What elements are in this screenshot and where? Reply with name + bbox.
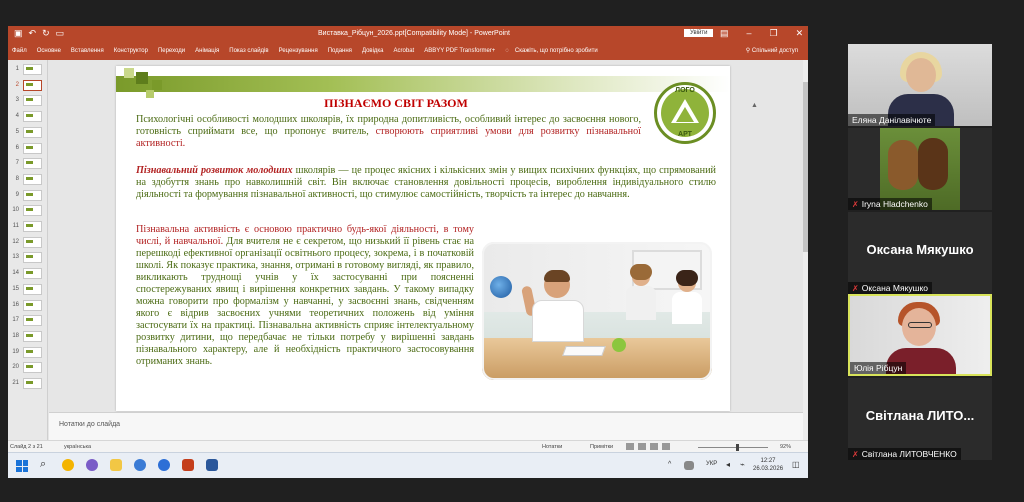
chevron-up-icon[interactable]: ^ [668,461,672,468]
zoom-slider[interactable] [698,447,768,448]
slide-preview [23,252,42,263]
volume-icon[interactable]: ◂ [726,460,731,469]
slide-thumbnail[interactable] [10,78,44,93]
participant-name-wrap [848,448,961,460]
decor-square [136,72,148,84]
slide-heading[interactable]: ПІЗНАЄМО СВІТ РАЗОМ [324,96,468,110]
participant-name: Еляна Данілавічюте [848,114,935,126]
slide-number: 21 [12,380,19,386]
mic-muted-icon: ✗ [852,450,859,459]
share-button[interactable] [746,47,798,54]
slide-preview [23,95,42,106]
tab-help[interactable]: Довідка [361,48,384,54]
decor-square [152,80,162,90]
powerpoint-window [8,26,808,478]
slide-thumbnail[interactable] [10,360,44,375]
clock[interactable] [753,457,783,473]
slide-number: 3 [15,97,19,104]
minimize-icon[interactable]: – [746,28,752,38]
notification-icon[interactable]: ◫ [792,460,800,469]
notes-placeholder: Нотатки до слайда [59,421,121,428]
maximize-icon[interactable]: ❐ [769,28,778,38]
reading-view-icon[interactable] [650,443,658,450]
participant-name: Оксана Мякушко [861,283,928,293]
undo-icon[interactable]: ↶ [28,28,37,38]
slide-number: 16 [12,301,19,308]
tell-me-input[interactable]: Скажіть, що потрібно зробити [514,48,598,54]
play-icon[interactable]: ▲ [751,102,758,109]
slide-thumbnails [8,60,48,440]
person-icon: ⚲ [745,48,752,54]
slide-number: 18 [12,332,19,339]
participant-tile-3[interactable] [848,212,992,294]
tab-acrobat[interactable]: Acrobat [393,48,415,54]
slide-canvas [49,60,803,440]
slide-number: 20 [12,364,19,371]
slide-thumbnail[interactable] [10,235,44,250]
paragraph-3[interactable]: Пізнавальна активність є основою практично будь-якої діяльності, в тому числі, й навчальної. Для вчителя не є секретом, що низький її рівень стає на перешкоді ефективної організації освітнього процесу, зокрема, і в початковій школі. Як показує практика, знання, отримані в готовому вигляді, як правило, викликають труднощі учнів у їх застосуванні при поясненні спостережуваних явищ і вирішення конкретних завдань. У такому випадку можна говорити про формалізм у навчанні, у засвоєнні знань, свідченням якого є відрив засвоєних учнями теоретичних положень від уміння застосувати їх на практиці. Пізнавальна активність сприяє інтелектуальному розвитку дитини, що передбачає не тільки потребу у вирішенні завдань пізнавального характеру, але й необхідність практичного застосовування отриманих знань. [136,224,474,367]
slide-thumbnail[interactable] [10,313,44,328]
window-title: Виставка_Рібцун_2026.ppt[Compatibility Mode] - PowerPoint [318,30,511,37]
slide-number: 17 [12,317,19,324]
slide-preview [23,174,42,185]
signin-button[interactable]: Увійти [684,29,713,37]
taskbar [8,452,808,478]
clock-time: 12:27 [760,458,776,464]
browser-icon[interactable] [134,459,146,471]
vertical-scrollbar[interactable] [803,60,808,440]
slide-preview [23,64,42,75]
zoom-app-icon[interactable] [158,459,170,471]
comments-button[interactable]: Примітки [590,444,614,450]
decor-square [124,68,134,78]
slide-thumbnail[interactable] [10,141,44,156]
participant-tile-2[interactable] [848,128,992,210]
slide-thumbnail[interactable] [10,219,44,234]
slide-preview [23,221,42,232]
save-icon[interactable]: ▣ [14,28,23,38]
slide-thumbnail[interactable] [10,250,44,265]
tab-review[interactable]: Рецензування [278,48,318,54]
slide-number: 4 [15,113,19,120]
notes-button[interactable]: Нотатки [542,444,563,450]
slide-thumbnail[interactable] [10,109,44,124]
slide-preview [23,127,42,138]
slide-thumbnail[interactable] [10,188,44,203]
word-icon[interactable] [206,459,218,471]
tray-app-icon[interactable] [684,461,694,470]
tab-file[interactable]: Файл [12,48,27,54]
slide-preview [23,237,42,248]
windows-start-icon[interactable] [16,460,28,472]
participant-name-wrap [848,282,932,294]
slide-number: 5 [15,128,19,135]
participant-name: Iryna Hladchenko [861,199,928,209]
slide-number: 6 [15,144,19,151]
start-show-icon[interactable]: ▭ [55,28,65,38]
search-icon[interactable]: ⌕ [40,458,47,470]
sorter-view-icon[interactable] [638,443,646,450]
slide-number: 12 [12,238,19,245]
tab-abbyy[interactable]: ABBYY PDF Transformer+ [424,48,496,54]
slide-number: 2 [15,81,19,88]
slide[interactable] [116,66,730,411]
slide-preview [23,143,42,154]
slide-thumbnail[interactable] [10,62,44,77]
network-icon[interactable]: ⌁ [740,460,745,469]
slide-number: 10 [12,207,19,214]
paragraph-1[interactable]: Психологічні особливості молодших школярів, їх природна допитливість, особливий інтерес до засвоєння нового, готовність сприймати все, що пропонує вчитель, створюють сприятливі умови для розвитку пізнавальної активності. [136,114,641,149]
slide-number: 19 [12,348,19,355]
mic-muted-icon: ✗ [852,200,859,209]
normal-view-icon[interactable] [626,443,634,450]
viber-icon[interactable] [86,459,98,471]
status-bar [8,440,808,452]
slide-preview [23,158,42,169]
slide-number: 7 [15,160,19,167]
tab-insert[interactable]: Вставлення [70,48,104,54]
language-indicator[interactable]: українська [64,444,92,450]
participant-name: Світлана ЛИТОВЧЕНКО [861,449,957,459]
slide-thumbnail[interactable] [10,266,44,281]
logo-top-text: ЛОГО [675,87,695,94]
slide-number: 15 [12,285,19,292]
paragraph-2[interactable]: Пізнавальний розвиток молодших школярів — це процес якісних і кількісних змін у вищих психічних функціях, що спрямований на здобуття знань про навколишній світ. Він включає становлення довільності процесів, вироблення індивідуального стилю діяльності та формування пізнавальної активності, що стимулює самостійність, творчість та інтерес до навчання. [136,165,716,200]
slide-preview [23,284,42,295]
participant-tile-active-speaker[interactable] [848,294,992,376]
notes-pane[interactable] [49,412,803,440]
tab-transitions[interactable]: Переходи [157,48,186,54]
slide-preview [23,315,42,326]
slide-preview [23,80,42,91]
logo-bottom-text: АРТ [678,131,692,138]
slide-preview [23,268,42,279]
lightbulb-icon: ◌ [505,48,509,54]
slide-thumbnail[interactable] [10,172,44,187]
ribbon-tabs [8,42,808,60]
powerpoint-taskbar-icon[interactable] [182,459,194,471]
chrome-icon[interactable] [62,459,74,471]
slide-number: 13 [12,254,19,261]
mic-muted-icon: ✗ [852,284,859,293]
participant-display-name: Світлана ЛИТО... [865,408,975,423]
slide-preview [23,190,42,201]
window-controls [720,28,803,39]
classroom-photo[interactable] [482,242,712,380]
close-icon[interactable]: ✕ [795,28,804,38]
header-band [116,76,730,92]
tab-design[interactable]: Конструктор [113,48,148,54]
quick-access [14,28,64,39]
slide-thumbnail[interactable] [10,93,44,108]
slide-thumbnail[interactable] [10,203,44,218]
zoom-level[interactable]: 92% [780,444,792,450]
slide-preview [23,331,42,342]
participant-display-name: Оксана Мякушко [866,242,974,257]
tab-animations[interactable]: Анімація [195,48,220,54]
slide-number: 11 [12,223,19,229]
slide-thumbnail[interactable] [10,282,44,297]
slide-preview [23,378,42,389]
tab-view[interactable]: Подання [327,48,352,54]
slide-counter: Слайд 2 з 21 [10,444,43,450]
slide-thumbnail[interactable] [10,156,44,171]
slide-number: 9 [15,191,19,198]
keyboard-language[interactable]: УКР [706,461,718,467]
zoom-slider-handle[interactable] [736,444,739,451]
slide-preview [23,111,42,122]
slide-thumbnail[interactable] [10,345,44,360]
logo [654,82,716,144]
slide-preview [23,347,42,358]
slide-thumbnail[interactable] [10,376,44,391]
file-explorer-icon[interactable] [110,459,122,471]
view-buttons [626,443,670,450]
slide-thumbnail[interactable] [10,329,44,344]
tab-home[interactable]: Основне [36,48,61,54]
clock-date: 26.03.2026 [753,466,784,472]
slide-number: 8 [15,175,19,182]
tab-slideshow[interactable]: Показ слайдів [229,48,269,54]
participant-tile-5[interactable] [848,378,992,460]
slide-number: 1 [15,66,19,72]
slide-thumbnail[interactable] [10,125,44,140]
ribbon-options-icon[interactable]: ▤ [720,28,729,38]
slide-number: 14 [12,270,19,277]
title-bar [8,26,808,42]
participant-name-wrap [848,198,932,210]
participant-name: Юлія Рібцун [850,362,906,374]
slide-preview [23,300,42,311]
redo-icon[interactable]: ↻ [42,28,50,38]
slide-thumbnail[interactable] [10,298,44,313]
share-label: Спільний доступ [751,48,798,54]
slide-preview [23,362,42,373]
participant-tile-1[interactable] [848,44,992,126]
slideshow-view-icon[interactable] [662,443,670,450]
slide-preview [23,205,42,216]
